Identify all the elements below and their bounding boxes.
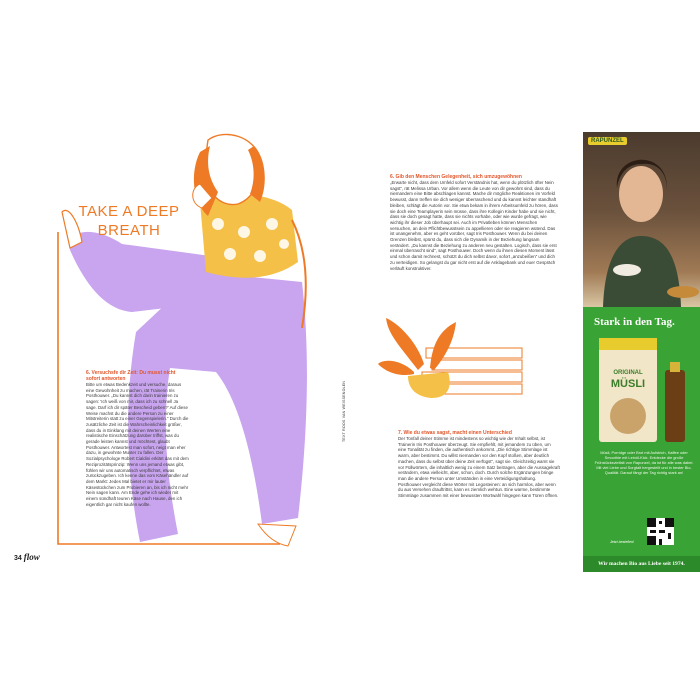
ad-footer: Wir machen Bio aus Liebe seit 1974. <box>583 556 700 572</box>
section-body: Der Tonfall deiner Stimme ist mindestens so wichtig wie der Inhalt selbst, ist Trainerin Iris Posthouwer überzeugt. Sie empfiehlt, mit jemandem zu üben, um eine Tonalität zu finden, die authentisch ankommt. „Die richtige Stimmlage ist warm, aber bestimmt. Du willst niemanden vor den Kopf stoßen, aber deutlich machen, dass du selbst über deine Zeit verfügst“, sagt sie. Gleichzeitig warnt sie vor Füllwörtern, die inhaltlich wenig zu einem Satz beitragen, aber die Aussagekraft verändern, etwa vielleicht, aber, schon, doch. Durch solche Ergänzungen bringe man die andere Person unter Umständen in eine Verteidigungshaltung. Posthouwer vergleicht diese Wörter mit Legosteinen: an sich harmlos, aber wenn du aus Versehen drauftrittst, kann es ziemlich wehtun. Eine warme, bestimmte Stimmlage zusammen mit einer bewussten Wortwahl hingegen kann Türen öffnen. <box>398 436 560 499</box>
ad-tagline: Stark in den Tag. <box>594 316 675 328</box>
rapunzel-advertisement <box>583 132 700 572</box>
section-heading: 7. Wie du etwas sagst, macht einen Unterschied <box>398 430 512 436</box>
qr-code-icon <box>647 518 674 545</box>
pack-label-main: MÜSLI <box>610 378 646 390</box>
section-heading: 6. Gib den Menschen Gelegenheit, sich umzugewöhnen <box>390 174 522 180</box>
headline-line-2: BREATH <box>97 222 161 239</box>
section-body: Bitte um etwas Bedenkzeit und versuche, daraus eine Gewohnheit zu machen, rät Trainerin Iris Posthouwer. „Du kannst dich darin trainieren zu sagen: 'Ich weiß von mir, dass ich zu schnell Ja sage. Darf ich dir später Bescheid geben?' Auf diese Weise machst du die andere Person zu einer Mitstreiterin statt zu einer Gegenspielerin.“ Durch die zusätzliche Zeit ist die Wahrscheinlichkeit größer, dass du in Einklang mit deinen Werten eine realistische Einschätzung darüber triffst, was du gerade leisten kannst und möchtest, glaubt Posthouwer. Antwortest man sofort, neigt man eher dazu, in gewohnte Muster zu fallen. Der Sozialpsychologe Robert Cialdini erklärt das mit dem Reziprozitätsprinzip: Wenn uns jemand etwas gibt, fühlen wir uns automatisch verpflichtet, etwas zurückzugeben. Ich kenne das vom Käsehändler auf dem Markt: Jedes Mal bietet er mir lauter Käsestückchen zum Probieren an, bis ich nicht mehr Nein sagen kann. Am Ende gehe ich wieder mit einem sündhaft teuren Käse nach Hause, den ich eigentlich gar nicht kaufen wollte. <box>86 382 189 507</box>
author-credit: TEXT ROOS VAN WEISSENOLEN <box>342 380 346 442</box>
magazine-spread <box>0 132 700 572</box>
article-page <box>0 132 568 572</box>
brand-logo: RAPUNZEL <box>588 137 627 145</box>
headline <box>74 202 184 240</box>
page-footer <box>14 552 40 562</box>
section-7-column <box>398 430 560 499</box>
section-6b-column <box>390 174 558 271</box>
woman-eating-photo <box>583 132 700 307</box>
ad-copy: Müsli, Porridge oder Brot mit Aufstrich, Kaffee oder Smoothie mit Leinöl-Kick. Entdecke die große Frühstücksvielfalt von Rapunzel, da ist für alle was dabei. Mit viel Liebe und Sorgfalt hergestellt und in bester Bio-Qualität. Darauf fängt der Tag richtig stark an! <box>594 450 694 475</box>
qr-label: Jetzt bestellen! <box>610 540 634 544</box>
headline-line-1: TAKE A DEEP <box>78 203 180 220</box>
ad-photo <box>583 132 700 307</box>
pack-label-top: ORIGINAL <box>613 370 643 376</box>
page-number: 34 <box>14 555 22 562</box>
section-body: „Erwarte nicht, dass dem Umfeld sofort Verständnis hat, wenn du plötzlich öfter Nein sagst“, rät Melissa Urban. Vor allem wenn die Leute von dir gewohnt sind, dass du niemandem eine Bitte abschlagen kannst. Mache dir mögliche Reaktionen im Vorfeld bewusst, dann treffen sie dich weniger überraschend und du kannst leichter standhaft bleiben, schlägt die Autorin vor. Sie etwa bekam in ihrem Arbeitsumfeld zu hören, dass sie doch eine Teamplayerin sein müsse, dass ihre Kollegin Kinder habe und sie nicht, dass sie doch gesagt hatte, dass sie nichts vorhabe, oder wie wurde gefragt, wie wichtig ihr dieser Job überhaupt sei. Auch im Privatleben können Menschen versuchen, an dein Pflichtbewusstsein zu appellieren oder sie reagieren wütend. Das ist unangenehm, aber es geht vorüber, sagt Iris Posthouwer. Wenn du bei deinen Grenzen bleibst, spürst du, dass sich die Dynamik in der Beziehung langsam verändert. „Du kannst die Beziehung zu anderen neu gestalten. Logisch, dass sie erst einmal überrascht sind“, sagt Posthouwer. Doch wenn du ihnen diesen Moment lässt und schon damit rechnest, schützt du dich selbst davor, sofort „anzubeißen“ und dich zu verteidigen. So gelangst du gar nicht erst auf die Anklagebank und euer Gespräch verläuft konstruktiver. <box>390 180 558 271</box>
qr-code[interactable] <box>647 518 674 545</box>
muesli-package-image <box>593 336 693 444</box>
section-6-column <box>86 370 190 507</box>
section-heading: 6. Versuchsfe dir Zeit: Du musst nicht sofort antworten <box>86 370 176 382</box>
books-plant-illustration <box>378 314 528 400</box>
magazine-logo: flow <box>23 552 40 562</box>
